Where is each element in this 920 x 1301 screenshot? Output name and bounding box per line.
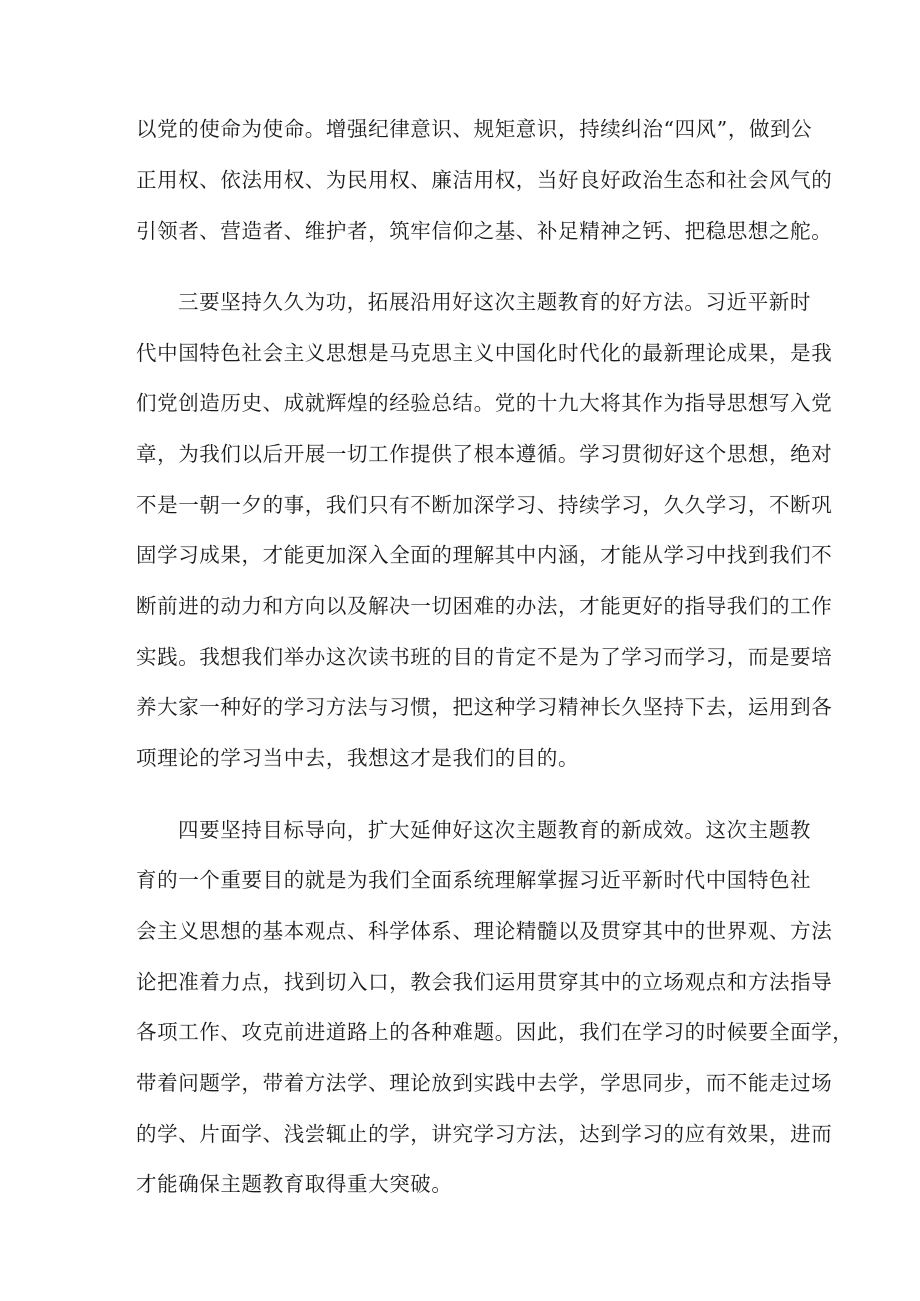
paragraph-2-line-1: 三要坚持久久为功，拓展沿用好这次主题教育的好方法。习近平新时 bbox=[178, 290, 811, 314]
paragraph-2-line-7: 断前进的动力和方向以及解决一切困难的办法，才能更好的指导我们的工作 bbox=[136, 594, 833, 618]
paragraph-1-line-2: 正用权、依法用权、为民用权、廉洁用权，当好良好政治生态和社会风气的 bbox=[136, 168, 833, 192]
paragraph-2-line-8: 实践。我想我们举办这次读书班的目的肯定不是为了学习而学习，而是要培 bbox=[136, 645, 833, 669]
paragraph-2-line-5: 不是一朝一夕的事，我们只有不断加深学习、持续学习，久久学习，不断巩 bbox=[136, 493, 833, 517]
paragraph-3-line-3: 会主义思想的基本观点、科学体系、理论精髓以及贯穿其中的世界观、方法 bbox=[136, 919, 833, 943]
paragraph-3-line-2: 育的一个重要目的就是为我们全面系统理解掌握习近平新时代中国特色社 bbox=[136, 868, 812, 892]
paragraph-1-line-3: 引领者、营造者、维护者，筑牢信仰之基、补足精神之钙、把稳思想之舵。 bbox=[136, 219, 833, 243]
paragraph-3-line-7: 的学、片面学、浅尝辄止的学，讲究学习方法，达到学习的应有效果，进而 bbox=[136, 1122, 833, 1146]
paragraph-3-line-6: 带着问题学，带着方法学、理论放到实践中去学，学思同步，而不能走过场 bbox=[136, 1071, 833, 1095]
paragraph-2-line-4: 章，为我们以后开展一切工作提供了根本遵循。学习贯彻好这个思想，绝对 bbox=[136, 442, 833, 466]
paragraph-3-line-5: 各项工作、攻克前进道路上的各种难题。因此，我们在学习的时候要全面学， bbox=[136, 1020, 854, 1044]
paragraph-3-line-8: 才能确保主题教育取得重大突破。 bbox=[136, 1172, 453, 1196]
paragraph-2-line-3: 们党创造历史、成就辉煌的经验总结。党的十九大将其作为指导思想写入党 bbox=[136, 391, 833, 415]
paragraph-2-line-10: 项理论的学习当中去，我想这才是我们的目的。 bbox=[136, 746, 580, 770]
paragraph-2-line-9: 养大家一种好的学习方法与习惯，把这种学习精神长久坚持下去，运用到各 bbox=[136, 695, 833, 719]
paragraph-3-line-4: 论把准着力点，找到切入口，教会我们运用贯穿其中的立场观点和方法指导 bbox=[136, 970, 833, 994]
paragraph-2-line-2: 代中国特色社会主义思想是马克思主义中国化时代化的最新理论成果，是我 bbox=[136, 341, 833, 365]
paragraph-1-line-1: 以党的使命为使命。增强纪律意识、规矩意识，持续纠治“四风”，做到公 bbox=[136, 117, 813, 141]
paragraph-3-line-1: 四要坚持目标导向，扩大延伸好这次主题教育的新成效。这次主题教 bbox=[178, 818, 811, 842]
paragraph-2-line-6: 固学习成果，才能更加深入全面的理解其中内涵，才能从学习中找到我们不 bbox=[136, 543, 833, 567]
